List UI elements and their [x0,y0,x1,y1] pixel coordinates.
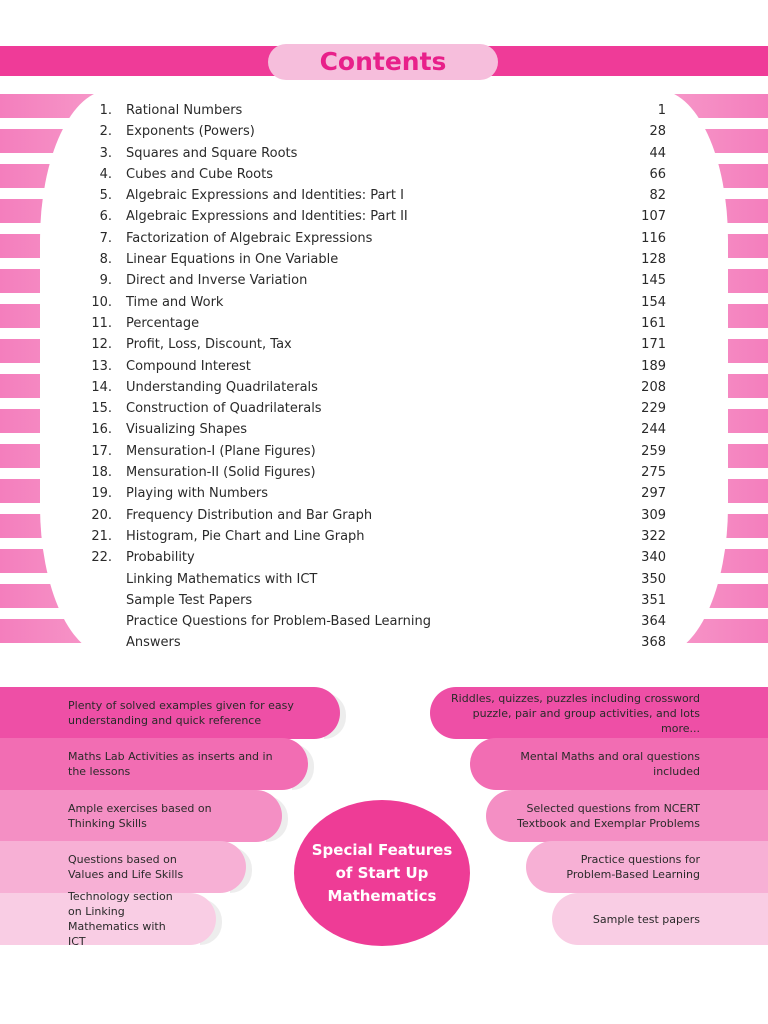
toc-num: 7. [99,230,112,246]
feature-left-item [0,687,340,739]
toc-row [86,334,666,355]
toc-page: 128 [641,252,666,268]
toc-num: 4. [99,166,112,182]
toc-page: 364 [641,614,666,630]
toc-row [86,270,666,291]
feature-text: Plenty of solved examples given for easy understanding and quick reference [68,699,294,727]
toc-num: 22. [91,550,112,566]
toc-page: 350 [641,571,666,587]
feature-text: Maths Lab Activities as inserts and in the lessons [68,750,273,778]
toc-page: 82 [649,188,666,204]
toc-title: Compound Interest [126,358,251,374]
toc-num: 13. [91,358,112,374]
toc-num: 1. [99,103,112,118]
toc-num: 9. [99,273,112,289]
toc-title: Time and Work [126,294,224,310]
toc-page: 322 [641,528,666,544]
toc-title: Factorization of Algebraic Expressions [126,230,373,246]
feature-left-item [0,890,216,948]
feature-text: Ample exercises based on Thinking Skills [68,802,212,830]
feature-text: Practice questions for Problem-Based Learning [566,853,700,881]
toc-row [86,164,666,185]
toc-row [86,121,666,142]
toc-title: Profit, Loss, Discount, Tax [126,337,292,353]
toc-row [86,441,666,462]
feature-text: Technology section on Linking Mathematics with ICT [68,890,173,948]
toc-num: 14. [91,379,112,395]
toc-title: Construction of Quadrilaterals [126,401,322,417]
toc-row [86,185,666,206]
feature-text: Sample test papers [592,912,700,926]
toc-num: 16. [91,422,112,438]
special-features-title: Special Features of Start Up Mathematics [311,840,453,905]
feature-left-item [0,790,282,842]
toc-title: Practice Questions for Problem-Based Learning [126,614,431,630]
toc-num: 8. [99,252,112,268]
toc-page: 351 [641,592,666,608]
toc-num: 21. [91,528,112,544]
toc-title: Squares and Square Roots [126,145,298,161]
toc-page: 154 [641,294,666,310]
toc-num: 5. [99,188,112,204]
feature-text: Mental Maths and oral questions included [520,750,700,778]
toc-row [86,206,666,227]
toc-num: 2. [99,124,112,140]
toc-num: 20. [91,507,112,523]
toc-row [86,590,666,611]
toc-row [86,249,666,270]
toc-row [86,547,666,568]
toc-row [86,143,666,164]
toc-page: 116 [641,230,666,246]
feature-right-item [526,841,768,893]
toc-row [86,100,666,121]
toc-page: 189 [641,358,666,374]
toc-title: Frequency Distribution and Bar Graph [126,507,373,523]
toc-row [86,569,666,590]
toc-row [86,377,666,398]
toc-row [86,632,666,653]
toc-page: 368 [641,635,666,651]
toc-num: 3. [99,145,112,161]
toc-page: 28 [649,124,666,140]
toc-title: Rational Numbers [126,103,243,118]
toc-page: 1 [657,103,666,118]
toc-page: 275 [641,465,666,481]
toc-num: 15. [91,401,112,417]
feature-text: Questions based on Values and Life Skills [68,853,184,881]
toc-page: 66 [649,166,666,182]
toc-title: Understanding Quadrilaterals [126,379,318,395]
toc-title: Probability [126,550,195,566]
toc-title: Histogram, Pie Chart and Line Graph [126,528,365,544]
toc-title: Answers [126,635,181,651]
toc-page: 171 [641,337,666,353]
toc-title: Percentage [126,315,200,331]
toc-row [86,611,666,632]
table-of-contents [86,100,666,654]
toc-title: Linear Equations in One Variable [126,252,339,268]
toc-title: Mensuration-II (Solid Figures) [126,465,316,481]
toc-title: Exponents (Powers) [126,124,255,140]
toc-row [86,526,666,547]
toc-title: Cubes and Cube Roots [126,166,273,182]
feature-right-item [552,893,768,945]
toc-page: 44 [649,145,666,161]
toc-row [86,462,666,483]
feature-right-item [486,790,768,842]
toc-num: 19. [91,486,112,502]
toc-page: 244 [641,422,666,438]
toc-row [86,313,666,334]
toc-num: 12. [91,337,112,353]
toc-page: 297 [641,486,666,502]
toc-page: 145 [641,273,666,289]
toc-page: 107 [641,209,666,225]
toc-row [86,292,666,313]
toc-title: Sample Test Papers [126,592,253,608]
toc-page: 229 [641,401,666,417]
toc-title: Algebraic Expressions and Identities: Part I [126,188,404,204]
special-features-circle [294,800,470,946]
feature-right-item [470,738,768,790]
feature-text: Riddles, quizzes, puzzles including crossword puzzle, pair and group activities, and lots more... [451,691,700,735]
toc-num: 10. [91,294,112,310]
toc-title: Algebraic Expressions and Identities: Part II [126,209,408,225]
toc-row [86,356,666,377]
toc-page: 161 [641,315,666,331]
feature-left-item [0,841,246,893]
toc-title: Direct and Inverse Variation [126,273,308,289]
page-title: Contents [268,44,498,80]
toc-row [86,483,666,504]
toc-page: 340 [641,550,666,566]
feature-left-item [0,738,308,790]
toc-row [86,419,666,440]
toc-title: Visualizing Shapes [126,422,247,438]
toc-row [86,398,666,419]
toc-num: 17. [91,443,112,459]
toc-page: 208 [641,379,666,395]
toc-title: Linking Mathematics with ICT [126,571,318,587]
toc-title: Playing with Numbers [126,486,269,502]
feature-text: Selected questions from NCERT Textbook and Exemplar Problems [517,802,700,830]
toc-page: 259 [641,443,666,459]
toc-title: Mensuration-I (Plane Figures) [126,443,316,459]
toc-row [86,505,666,526]
toc-row [86,228,666,249]
toc-num: 11. [91,315,112,331]
toc-page: 309 [641,507,666,523]
toc-num: 18. [91,465,112,481]
toc-num: 6. [99,209,112,225]
feature-right-item [430,687,768,739]
